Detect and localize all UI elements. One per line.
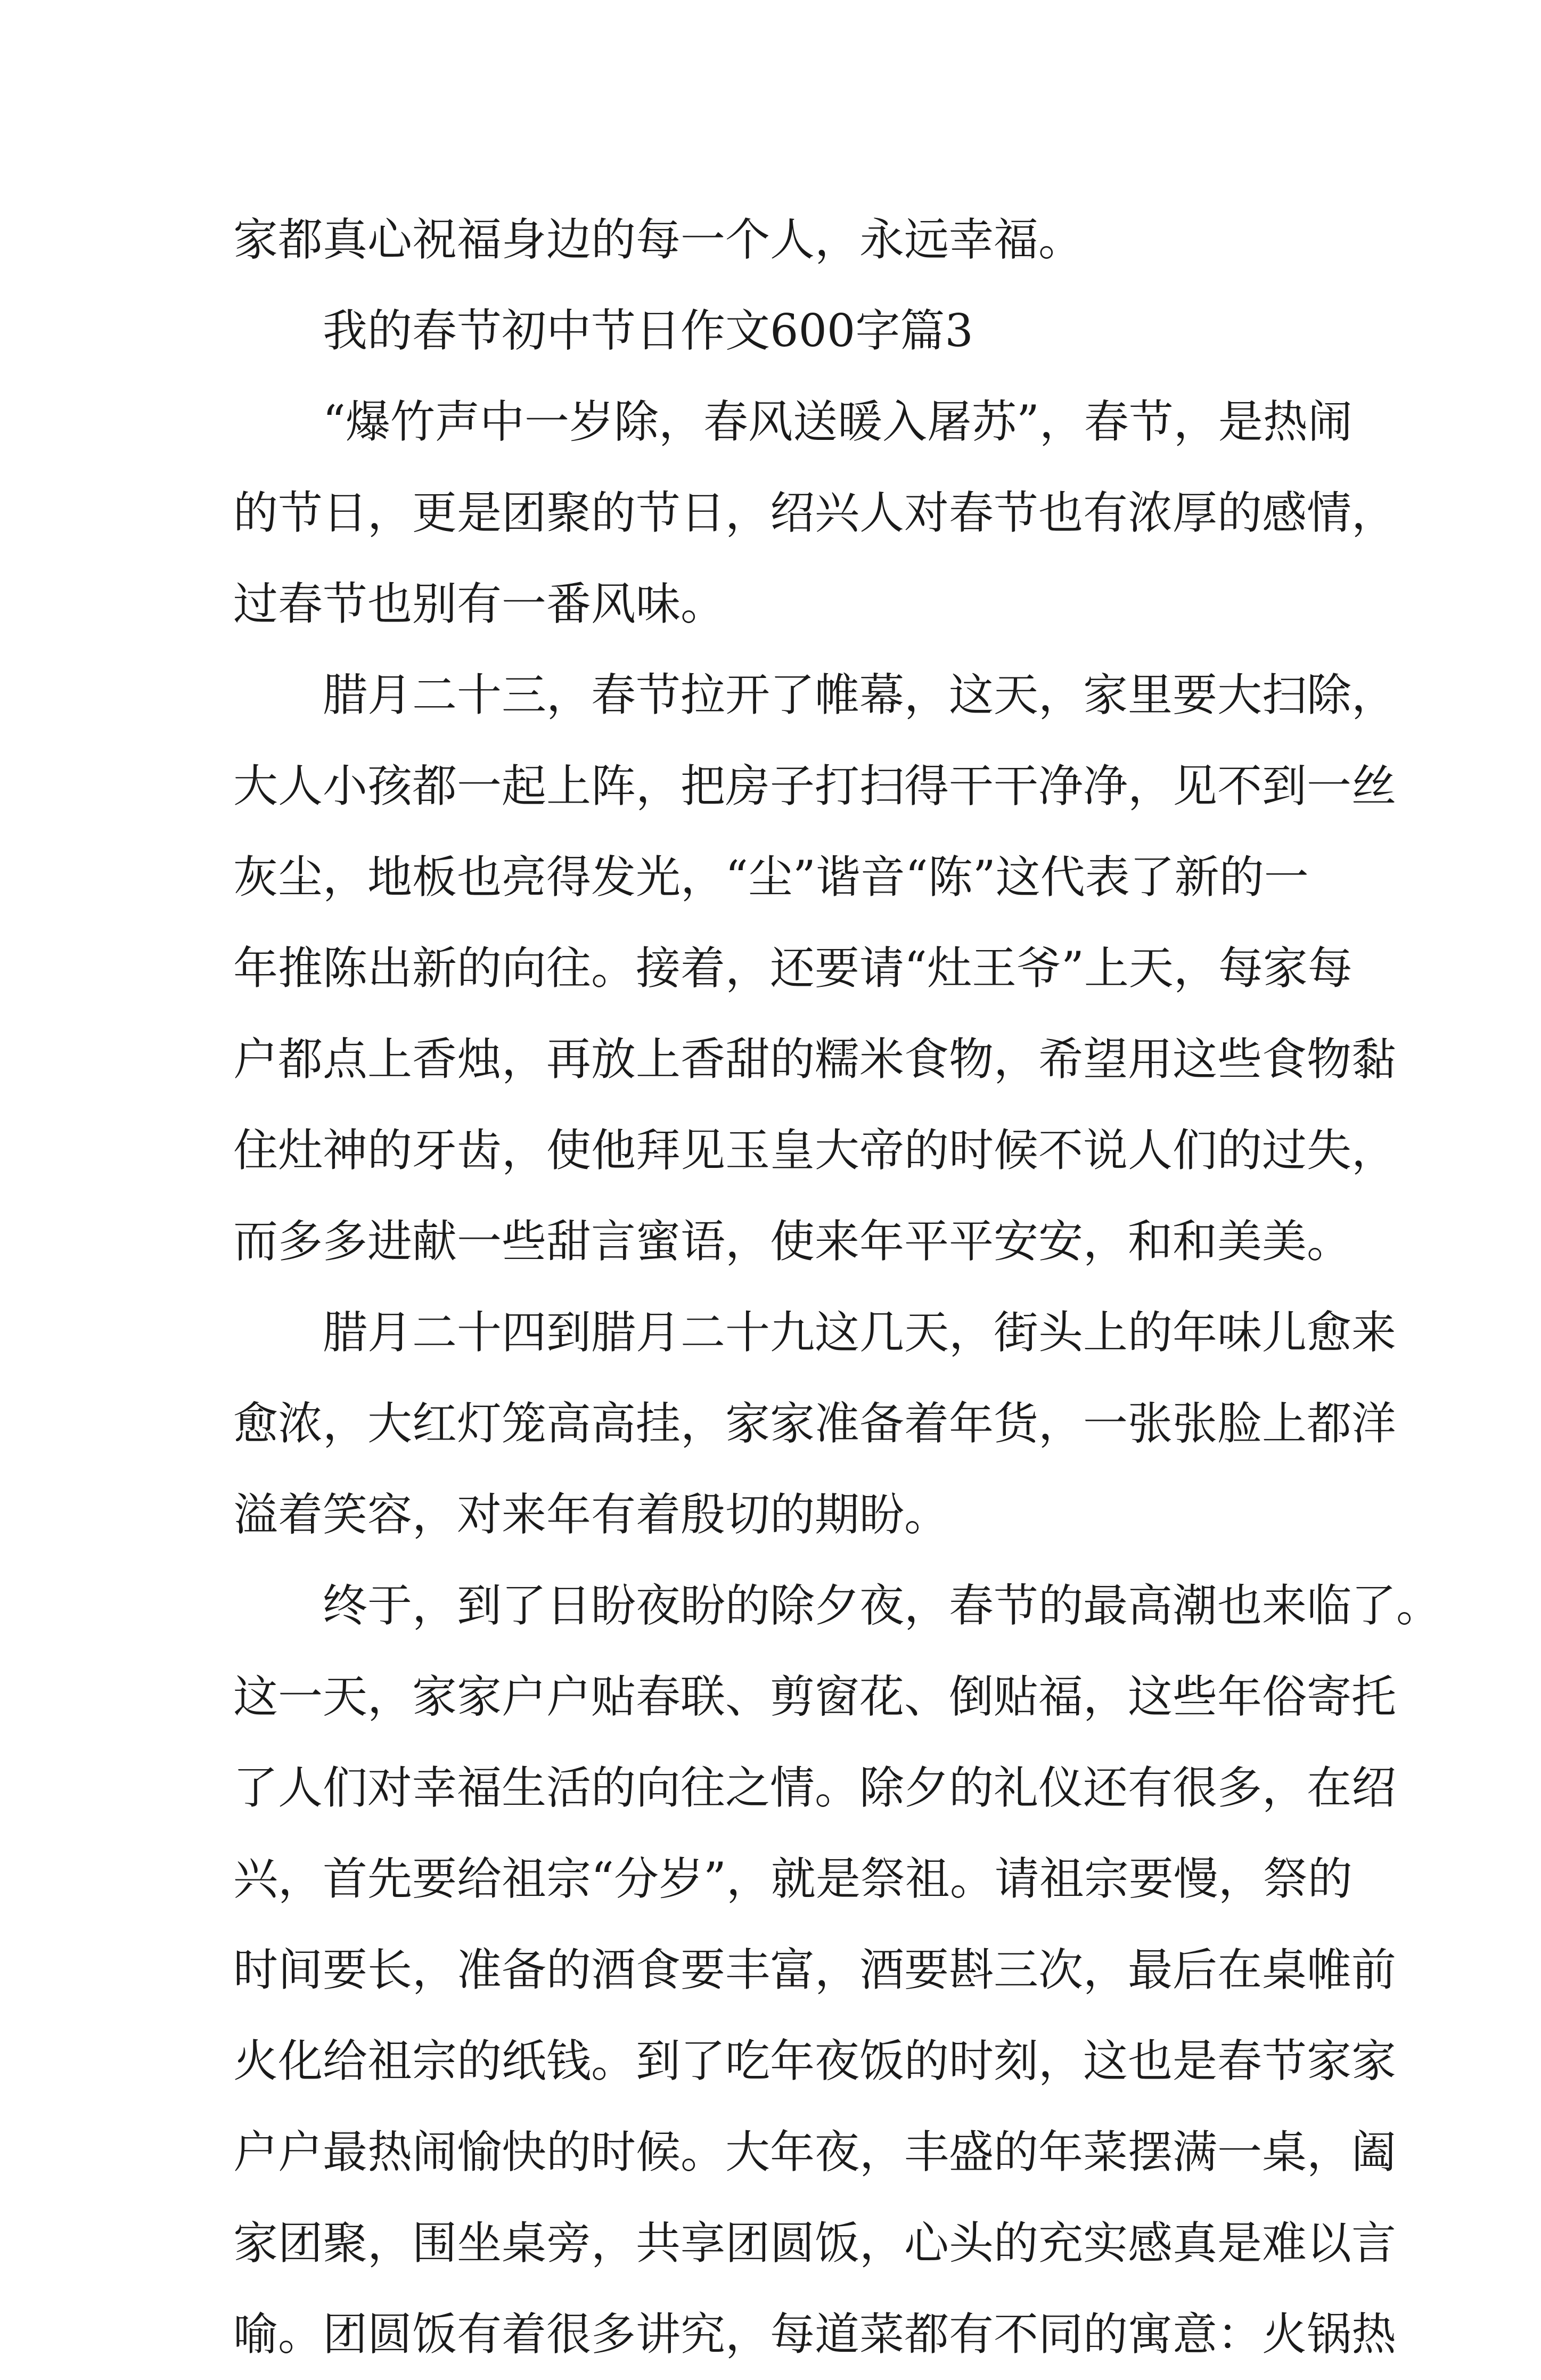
text-line: 腊月二十四到腊月二十九这几天，街头上的年味儿愈来 <box>323 1306 1397 1359</box>
text-line: 灰尘，地板也亮得发光，“尘”谐音“陈”这代表了新的一 <box>233 851 1309 903</box>
text-line: 而多多进献一些甜言蜜语，使来年平平安安，和和美美。 <box>233 1215 1352 1267</box>
text-line: 喻。团圆饭有着很多讲究，每道菜都有不同的寓意：火锅热 <box>233 2308 1397 2360</box>
text-line: 户户最热闹愉快的时候。大年夜，丰盛的年菜摆满一桌，阖 <box>233 2126 1397 2178</box>
text-line: 时间要长，准备的酒食要丰富，酒要斟三次，最后在桌帷前 <box>233 1944 1397 1996</box>
text-line: 住灶神的牙齿，使他拜见玉皇大帝的时候不说人们的过失， <box>233 1124 1397 1176</box>
text-line: “爆竹声中一岁除，春风送暖入屠苏”，春节，是热闹 <box>323 396 1353 448</box>
text-line: 家都真心祝福身边的每一个人，永远幸福。 <box>233 214 1084 266</box>
text-line: 了人们对幸福生活的向往之情。除夕的礼仪还有很多，在绍 <box>233 1762 1397 1814</box>
text-line: 腊月二十三，春节拉开了帷幕，这天，家里要大扫除， <box>323 669 1397 721</box>
text-line: 终于，到了日盼夜盼的除夕夜，春节的最高潮也来临了。 <box>323 1580 1441 1632</box>
text-line: 这一天，家家户户贴春联、剪窗花、倒贴福，这些年俗寄托 <box>233 1671 1397 1723</box>
text-line: 溢着笑容，对来年有着殷切的期盼。 <box>233 1488 949 1541</box>
section-heading: 我的春节初中节日作文600字篇3 <box>323 305 973 357</box>
text-line: 年推陈出新的向往。接着，还要请“灶王爷”上天，每家每 <box>233 942 1353 994</box>
text-line: 户都点上香烛，再放上香甜的糯米食物，希望用这些食物黏 <box>233 1033 1397 1085</box>
text-line: 愈浓，大红灯笼高高挂，家家准备着年货，一张张脸上都洋 <box>233 1397 1397 1450</box>
text-line: 家团聚，围坐桌旁，共享团圆饭，心头的充实感真是难以言 <box>233 2217 1397 2269</box>
text-line: 的节日，更是团聚的节日，绍兴人对春节也有浓厚的感情， <box>233 487 1397 539</box>
text-line: 火化给祖宗的纸钱。到了吃年夜饭的时刻，这也是春节家家 <box>233 2035 1397 2087</box>
essay-body <box>233 194 1441 2380</box>
text-line: 大人小孩都一起上阵，把房子打扫得干干净净，见不到一丝 <box>233 760 1397 812</box>
text-line: 兴，首先要给祖宗“分岁”，就是祭祖。请祖宗要慢，祭的 <box>233 1853 1353 1905</box>
text-line: 过春节也别有一番风味。 <box>233 578 726 630</box>
